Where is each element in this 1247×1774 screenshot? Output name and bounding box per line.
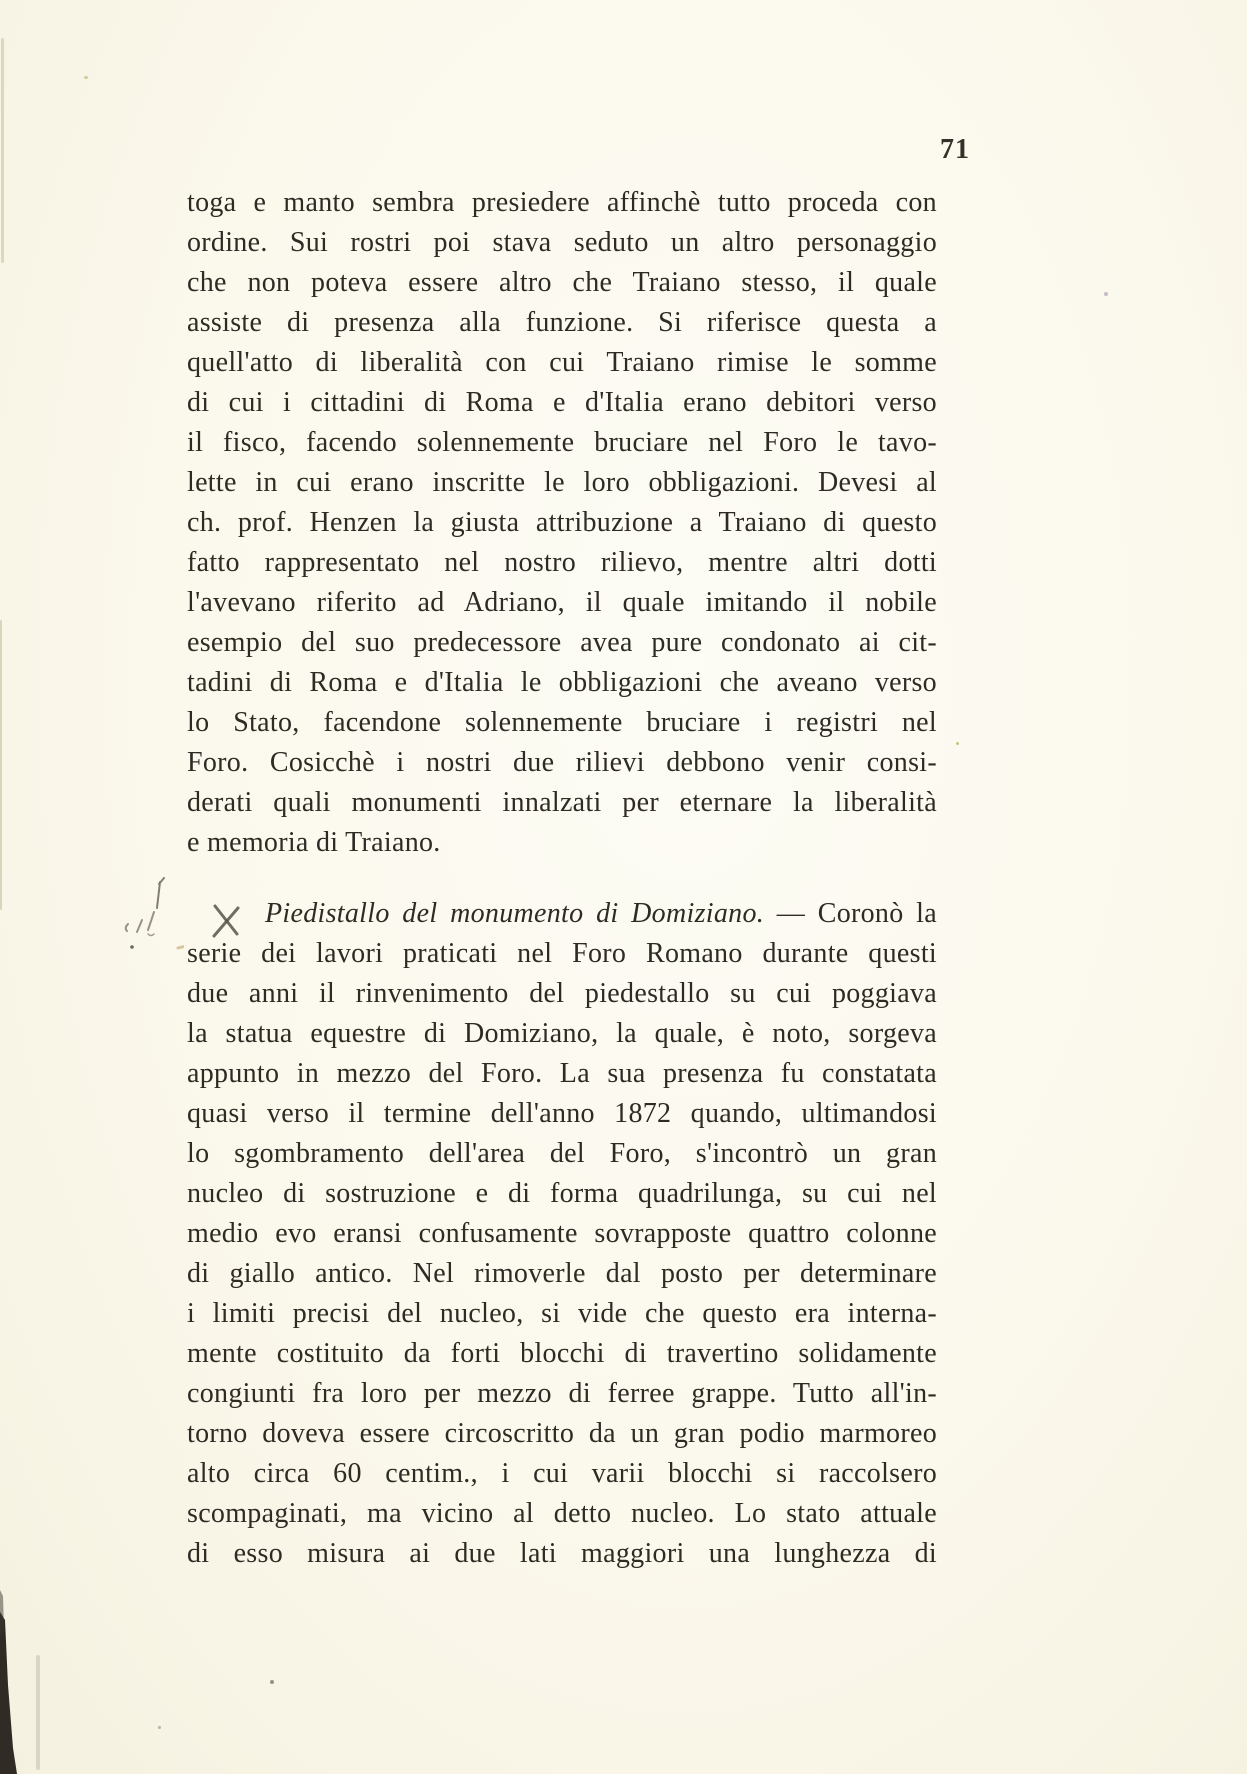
text-line: medio evo eransi confusamente sovrapposte quattro colonne	[187, 1218, 937, 1249]
text-line: torno doveva essere circoscritto da un gran podio marmoreo	[187, 1418, 937, 1449]
text-line: che non poteva essere altro che Traiano stesso, il quale	[187, 267, 937, 298]
text-line: alto circa 60 centim., i cui varii blocchi si raccolsero	[187, 1458, 937, 1489]
paper-speck	[270, 1680, 274, 1684]
section-heading-title: Piedistallo del monumento di Domiziano.	[265, 898, 765, 929]
text-line: due anni il rinvenimento del piedestallo su cui poggiava	[187, 978, 937, 1009]
text-line: appunto in mezzo del Foro. La sua presenza fu constatata	[187, 1058, 937, 1089]
text-line: tadini di Roma e d'Italia le obbligazioni che aveano verso	[187, 667, 937, 698]
text-line: lo Stato, facendone solennemente bruciare i registri nel	[187, 707, 937, 738]
text-line: toga e manto sembra presiedere affinchè tutto proceda con	[187, 187, 937, 218]
scan-crease-middle	[0, 620, 2, 910]
section-heading-continuation: — Coronò la	[764, 898, 937, 929]
page-number: 71	[940, 134, 970, 165]
paragraph-lines	[187, 183, 937, 863]
text-line: mente costituito da forti blocchi di travertino solidamente	[187, 1338, 937, 1369]
text-line: serie dei lavori praticati nel Foro Romano durante questi	[187, 938, 937, 969]
scan-crease-bottom	[36, 1655, 40, 1770]
text-line: Foro. Cosicchè i nostri due rilievi debbono venir consi-	[187, 747, 937, 778]
paragraph-lines	[187, 934, 937, 1574]
paragraph-traiano	[187, 183, 937, 863]
text-line: la statua equestre di Domiziano, la quale, è noto, sorgeva	[187, 1018, 937, 1049]
paper-speck	[84, 76, 88, 79]
text-line: esempio del suo predecessore avea pure condonato ai cit-	[187, 627, 937, 658]
text-line: scompaginati, ma vicino al detto nucleo. Lo stato attuale	[187, 1498, 937, 1529]
paragraph-piedistallo	[187, 894, 937, 1574]
text-line: derati quali monumenti innalzati per eternare la liberalità	[187, 787, 937, 818]
section-heading-line	[187, 894, 937, 934]
text-line: ordine. Sui rostri poi stava seduto un altro personaggio	[187, 227, 937, 258]
text-line: ch. prof. Henzen la giusta attribuzione a Traiano di questo	[187, 507, 937, 538]
paper-speck	[956, 742, 959, 745]
text-line: lo sgombramento dell'area del Foro, s'incontrò un gran	[187, 1138, 937, 1169]
paper-speck	[158, 1726, 161, 1729]
paper-speck	[1104, 292, 1108, 296]
text-line: di cui i cittadini di Roma e d'Italia erano debitori verso	[187, 387, 937, 418]
text-line: assiste di presenza alla funzione. Si riferisce questa a	[187, 307, 937, 338]
text-line: fatto rappresentato nel nostro rilievo, mentre altri dotti	[187, 547, 937, 578]
text-line: l'avevano riferito ad Adriano, il quale imitando il nobile	[187, 587, 937, 618]
scan-edge-artifact	[0, 1590, 30, 1774]
margin-scribble	[104, 868, 184, 963]
scan-crease-top	[1, 38, 4, 263]
text-line: i limiti precisi del nucleo, si vide che questo era interna-	[187, 1298, 937, 1329]
text-line: nucleo di sostruzione e di forma quadrilunga, su cui nel	[187, 1178, 937, 1209]
text-line: e memoria di Traiano.	[187, 827, 441, 858]
text-line: il fisco, facendo solennemente bruciare nel Foro le tavo-	[187, 427, 937, 458]
text-line: lette in cui erano inscritte le loro obbligazioni. Devesi al	[187, 467, 937, 498]
text-line: di esso misura ai due lati maggiori una lunghezza di	[187, 1538, 937, 1569]
text-line: quell'atto di liberalità con cui Traiano rimise le somme	[187, 347, 937, 378]
text-line: congiunti fra loro per mezzo di ferree grappe. Tutto all'in-	[187, 1378, 937, 1409]
text-line: di giallo antico. Nel rimoverle dal posto per determinare	[187, 1258, 937, 1289]
text-line: quasi verso il termine dell'anno 1872 quando, ultimandosi	[187, 1098, 937, 1129]
